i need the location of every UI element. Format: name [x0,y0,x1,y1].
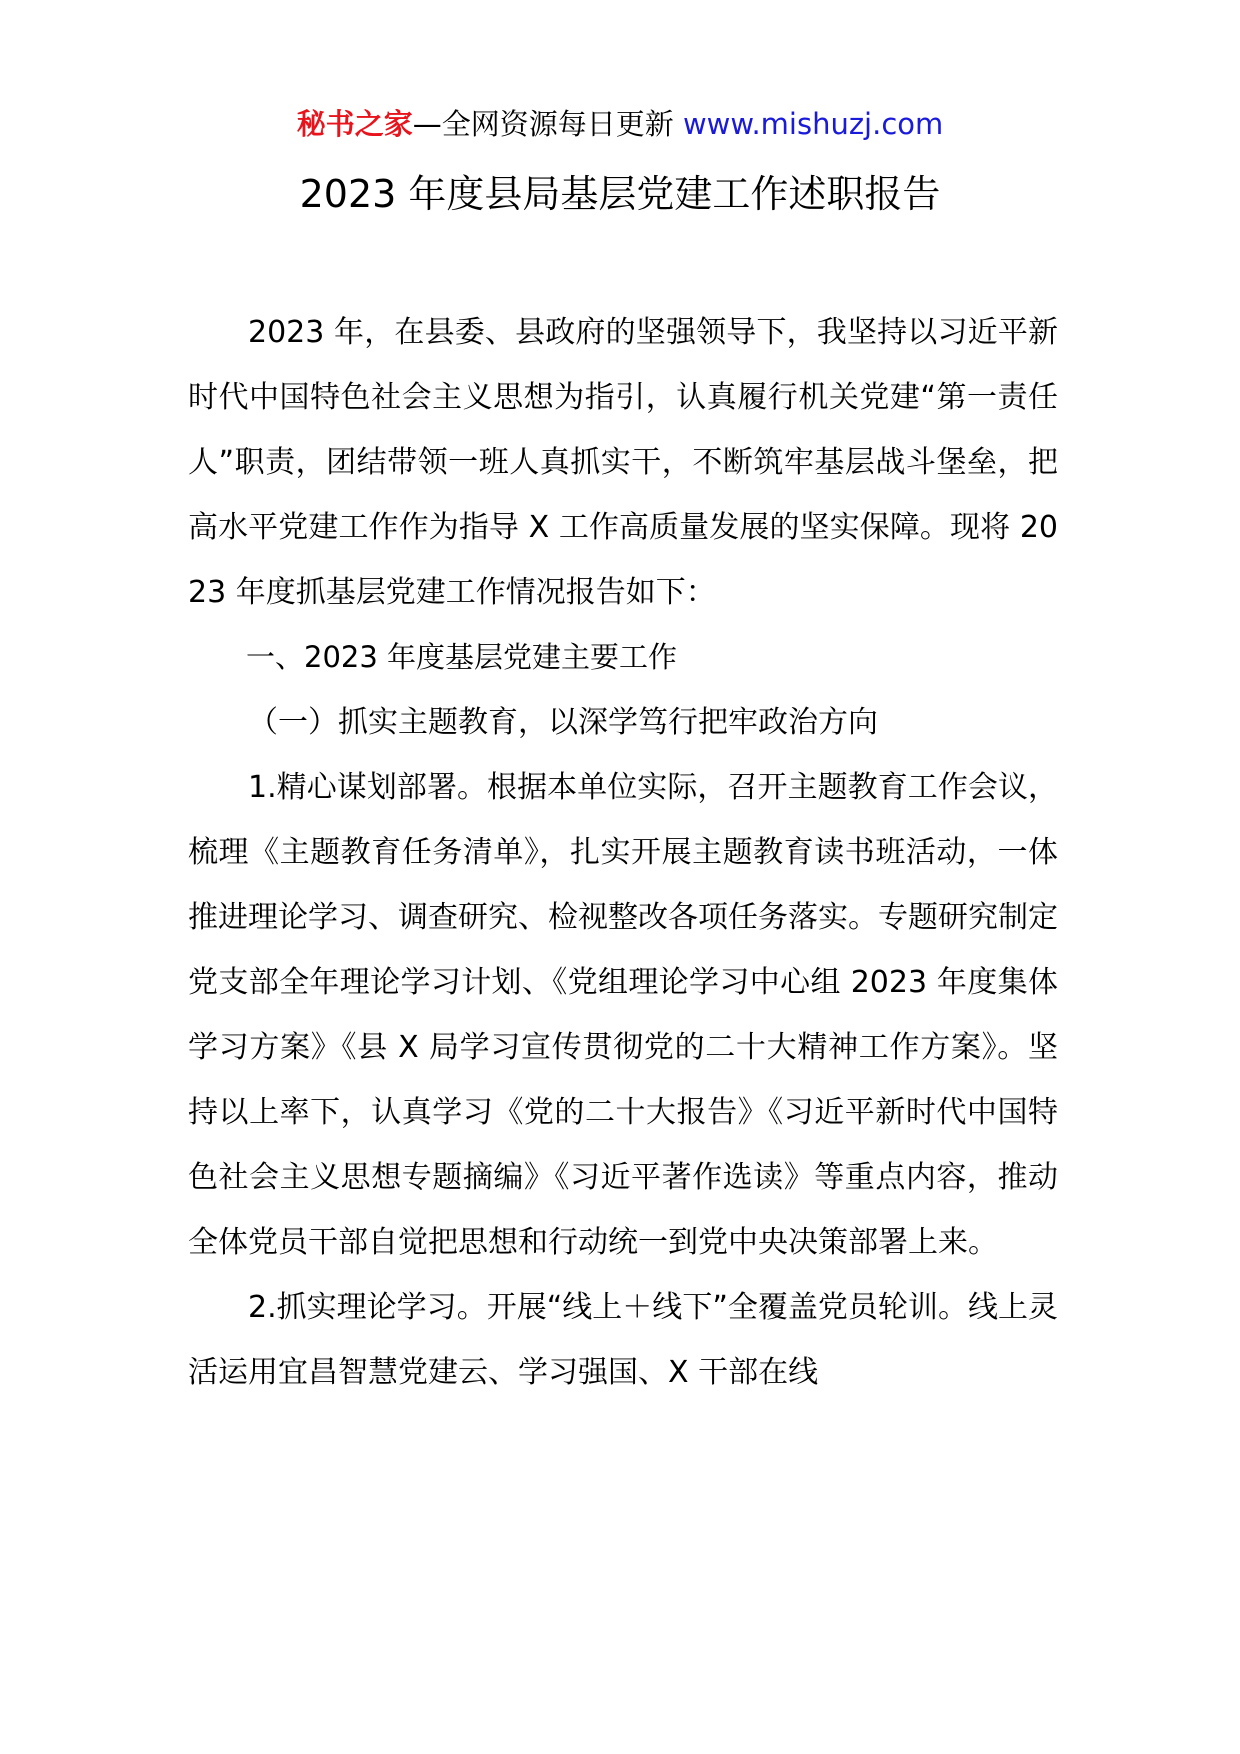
intro-paragraph: 2023 年，在县委、县政府的坚强领导下，我坚持以习近平新时代中国特色社会主义思想为指引，认真履行机关党建“第一责任人”职责，团结带领一班人真抓实干，不断筑牢基层战斗堡垒，把高水平党建工作作为指导 X 工作高质量发展的坚实保障。现将 2023 年度抓基层党建工作情况报告如下： [188,315,1058,610]
site-slogan: 全网资源每日更新 [441,107,683,141]
document-body [188,300,1058,1405]
header-separator: — [412,107,442,141]
site-watermark-header [0,104,1240,144]
site-url-link[interactable]: www.mishuzj.com [682,107,944,141]
document-title: 2023 年度县局基层党建工作述职报告 [299,172,941,216]
site-brand-name: 秘书之家 [296,107,413,141]
section-heading: 一、2023 年度基层党建主要工作 [246,640,678,674]
body-paragraph: 2.抓实理论学习。开展“线上＋线下”全覆盖党员轮训。线上灵活运用宜昌智慧党建云、学习强国、X 干部在线 [188,1290,1058,1390]
body-paragraph: 1.精心谋划部署。根据本单位实际，召开主题教育工作会议，梳理《主题教育任务清单》，扎实开展主题教育读书班活动，一体推进理论学习、调查研究、检视整改各项任务落实。专题研究制定党支部全年理论学习计划、《党组理论学习中心组 2023 年度集体学习方案》《县 X 局学习宣传贯彻党的二十大精神工作方案》。坚持以上率下，认真学习《党的二十大报告》《习近平新时代中国特色社会主义思想专题摘编》《习近平著作选读》等重点内容，推动全体党员干部自觉把思想和行动统一到党中央决策部署上来。 [188,770,1058,1260]
subsection-heading: （一）抓实主题教育，以深学笃行把牢政治方向 [248,705,878,740]
